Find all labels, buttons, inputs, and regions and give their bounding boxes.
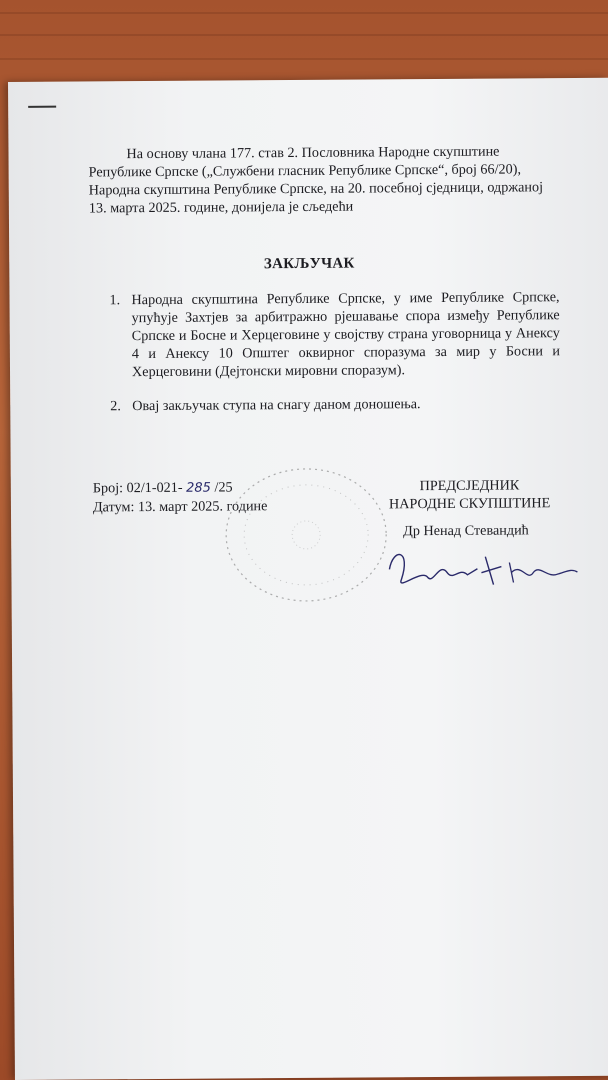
date-line: Датум: 13. март 2025. године (92, 498, 268, 516)
page-mark (28, 106, 56, 108)
intro-line-3: Народна скупштина Републике Српске, на 20. посебној сједници, одржаној (88, 179, 544, 199)
item-number: 2. (110, 398, 121, 415)
number-suffix: /25 (214, 479, 233, 496)
number-label: Број: 02/1-021- (92, 479, 183, 497)
handwritten-number: 285 (186, 480, 211, 496)
president-line-2: НАРОДНЕ СКУПШТИНЕ (388, 495, 551, 513)
signer-name: Др Ненад Стевандић (403, 522, 529, 540)
document-page (8, 78, 608, 1080)
item-number: 1. (109, 292, 121, 309)
item-text: Овај закључак ступа на снагу даном доношења. (132, 396, 421, 415)
intro-line-2: Републике Српске („Службени гласник Републике Српске“, број 66/20), (88, 161, 522, 181)
list-item (110, 394, 560, 415)
official-stamp-seal (216, 459, 397, 610)
document-title: ЗАКЉУЧАК (263, 255, 355, 273)
list-item (109, 288, 560, 381)
president-line-1: ПРЕДСЈЕДНИК (419, 477, 520, 495)
item-text: Народна скупштина Републике Српске, у име Републике Српске, упућује Захтјев за арбитражно рјешавање спора између Републике Српске и Босне и Херцеговине у својству страна уговорница у Анексу 4 и Анексу 10 Општег оквирног споразума за мир у Босни и Херцеговини (Дејтонски мировни споразум). (131, 289, 560, 381)
intro-line-1: На основу члана 177. став 2. Пословника Народне скупштине (126, 143, 500, 163)
handwritten-signature (381, 538, 581, 599)
president-title (389, 476, 551, 513)
intro-paragraph (88, 142, 558, 217)
intro-line-4: 13. марта 2025. године, донијела је сљедећи (88, 198, 354, 217)
conclusion-list (109, 288, 560, 431)
